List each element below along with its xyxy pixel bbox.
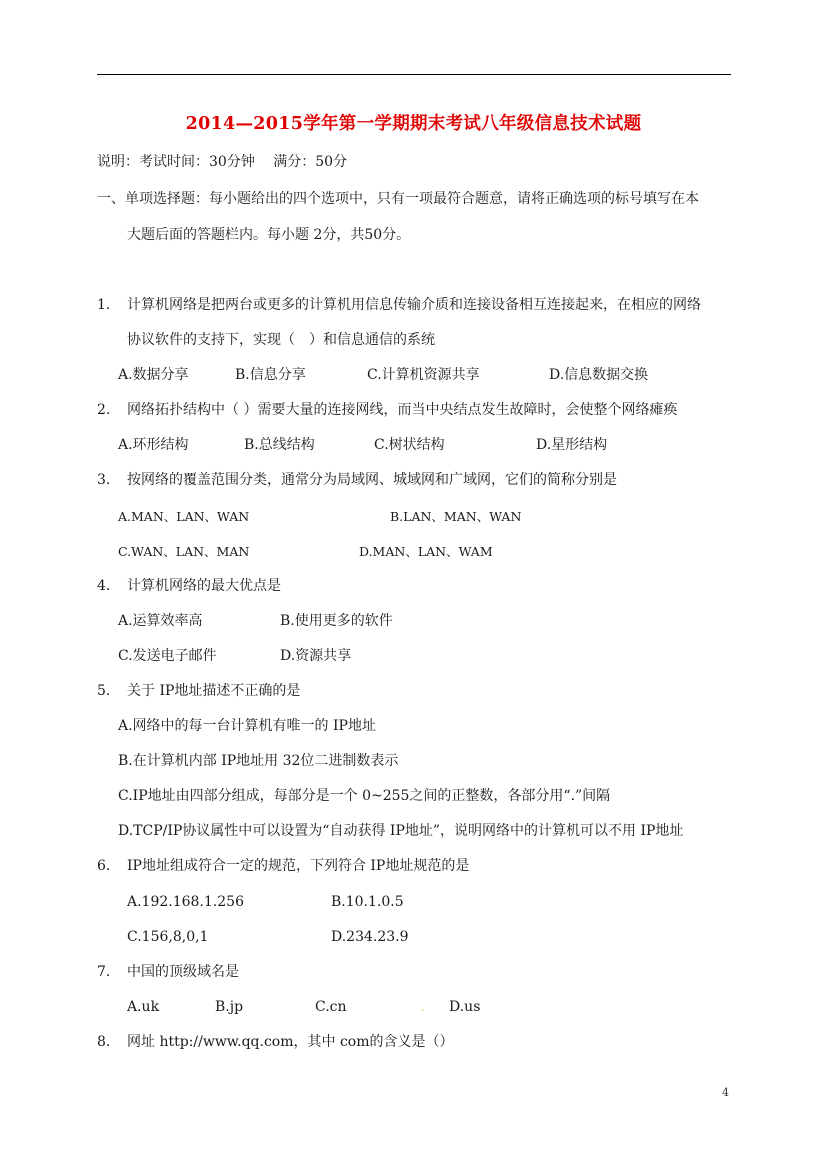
- question-6-text: IP地址组成符合一定的规范，下列符合 IP地址规范的是: [127, 858, 470, 874]
- q4-option-d: D.资源共享: [280, 648, 352, 664]
- exam-note: 说明：考试时间：30分钟 满分：50分: [97, 154, 348, 170]
- page-title: 2014—2015学年第一学期期末考试八年级信息技术试题: [185, 114, 642, 134]
- question-1-text-cont: 协议软件的支持下，实现（ ）和信息通信的系统: [127, 332, 435, 348]
- q2-option-a: A.环形结构: [118, 437, 189, 453]
- q3-option-b: B.LAN、MAN、WAN: [390, 509, 522, 524]
- q4-option-b: B.使用更多的软件: [280, 613, 393, 629]
- q7-option-b: B.jp: [215, 999, 244, 1015]
- question-number: 3.: [97, 472, 111, 488]
- question-number: 1.: [97, 297, 111, 313]
- q7-option-d: D.us: [449, 999, 481, 1015]
- question-number: 5.: [97, 683, 111, 699]
- q5-option-b: B.在计算机内部 IP地址用 32位二进制数表示: [118, 753, 399, 769]
- section-instructions-line1: 一、单项选择题：每小题给出的四个选项中，只有一项最符合题意，请将正确选项的标号填写在本: [97, 191, 699, 207]
- question-8-text: 网址 http://www.qq.com，其中 com的含义是（）: [127, 1034, 454, 1050]
- q1-option-a: A.数据分享: [118, 367, 189, 383]
- q2-option-c: C.树状结构: [374, 437, 445, 453]
- q3-option-a: A.MAN、LAN、WAN: [118, 509, 250, 524]
- question-number: 7.: [97, 964, 111, 980]
- question-1-text: 计算机网络是把两台或更多的计算机用信息传输介质和连接设备相互连接起来，在相应的网络: [127, 297, 701, 313]
- page-number: 4: [722, 1086, 729, 1099]
- q5-option-d: D.TCP/IP协议属性中可以设置为“自动获得 IP地址”，说明网络中的计算机可以不用 IP地址: [118, 823, 684, 839]
- question-3-text: 按网络的覆盖范围分类，通常分为局域网、城域网和广域网，它们的简称分别是: [127, 472, 617, 488]
- q1-option-c: C.计算机资源共享: [367, 367, 480, 383]
- q2-option-d: D.星形结构: [536, 437, 608, 453]
- q3-option-d: D.MAN、LAN、WAM: [359, 544, 493, 559]
- q1-option-b: B.信息分享: [235, 367, 306, 383]
- q3-option-c: C.WAN、LAN、MAN: [118, 544, 250, 559]
- q6-option-d: D.234.23.9: [331, 929, 409, 945]
- q6-option-c: C.156,8,0,1: [127, 929, 209, 945]
- q6-option-b: B.10.1.0.5: [331, 894, 404, 910]
- question-number: 4.: [97, 578, 111, 594]
- q4-option-c: C.发送电子邮件: [118, 648, 217, 664]
- question-number: 2.: [97, 402, 111, 418]
- section-instructions-line2: 大题后面的答题栏内。每小题 2分，共50分。: [127, 227, 411, 243]
- q6-option-a: A.192.168.1.256: [127, 894, 244, 910]
- q5-option-a: A.网络中的每一台计算机有唯一的 IP地址: [118, 718, 376, 734]
- q7-option-c: C.cn: [315, 999, 347, 1015]
- question-2-text: 网络拓扑结构中（ ）需要大量的连接网线，而当中央结点发生故障时，会使整个网络瘫痪: [127, 402, 678, 418]
- q5-option-c: C.IP地址由四部分组成，每部分是一个 0~255之间的正整数，各部分用“.”间隔: [118, 788, 611, 804]
- q4-option-a: A.运算效率高: [118, 613, 203, 629]
- question-4-text: 计算机网络的最大优点是: [127, 578, 281, 594]
- q2-option-b: B.总线结构: [244, 437, 315, 453]
- q1-option-d: D.信息数据交换: [549, 367, 649, 383]
- question-number: 8.: [97, 1034, 111, 1050]
- question-number: 6.: [97, 858, 111, 874]
- stray-mark: .: [421, 1003, 425, 1014]
- q7-option-a: A.uk: [127, 999, 160, 1015]
- question-7-text: 中国的顶级域名是: [127, 964, 239, 980]
- header-rule: [97, 74, 731, 75]
- question-5-text: 关于 IP地址描述不正确的是: [127, 683, 301, 699]
